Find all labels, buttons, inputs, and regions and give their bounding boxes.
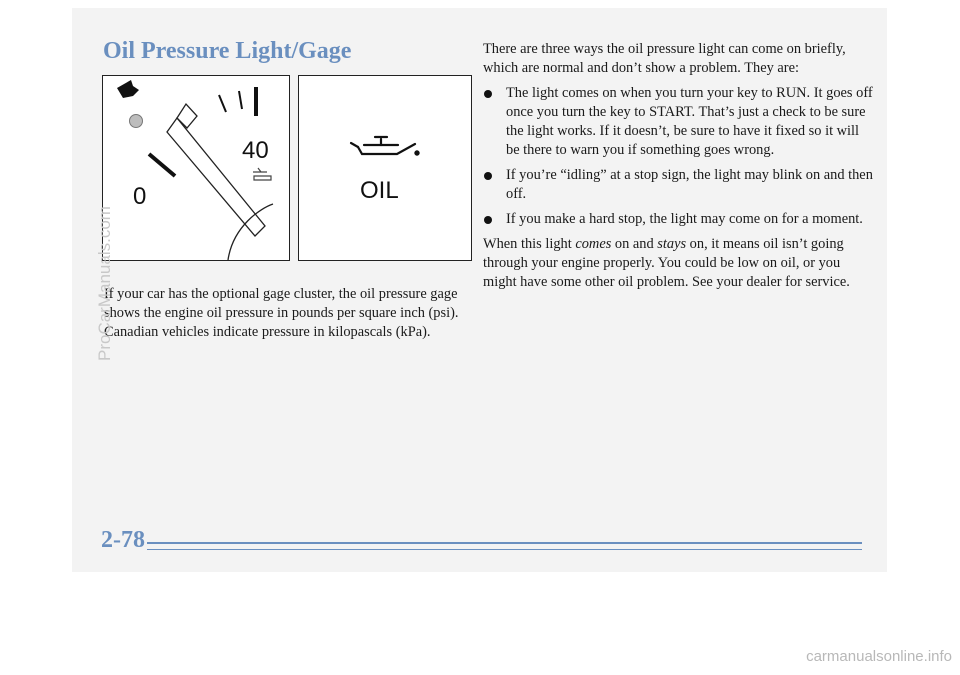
- side-watermark: ProCarManuals.com: [95, 206, 114, 361]
- right-column: [483, 40, 873, 292]
- gauge-tick: [239, 91, 242, 109]
- gauge-tick: [219, 95, 226, 112]
- list-item: If you make a hard stop, the light may come on for a moment.: [483, 210, 873, 229]
- emphasis-comes: comes: [575, 236, 612, 252]
- oil-warning-light-illustration: [298, 75, 472, 261]
- gauge-low-label: 0: [133, 183, 147, 210]
- list-item: The light comes on when you turn your key to RUN. It goes off once you turn the key to START. That’s just a check to be sure the light works. If it doesn’t, be sure to have it fixed so it will be there to warn you if something goes wrong.: [483, 84, 873, 160]
- page-number: 2-78: [101, 527, 145, 553]
- intro-paragraph: There are three ways the oil pressure light can come on briefly, which are normal and don’t show a problem. They are:: [483, 41, 846, 76]
- indicator-lamp-icon: [130, 115, 143, 128]
- small-oil-can-icon: [253, 168, 271, 180]
- oil-can-icon: [351, 137, 419, 155]
- gauge-high-label: 40: [242, 137, 269, 164]
- oil-drop-icon: [117, 80, 139, 98]
- normal-conditions-list: [483, 84, 873, 229]
- footer-rule-thin: [147, 549, 862, 550]
- emphasis-stays: stays: [657, 236, 687, 252]
- closing-paragraph: When this light comes on and stays on, it means oil isn’t going through your engine properly. You could be low on oil, or you might have some other oil problem. See your dealer for service.: [483, 236, 850, 290]
- oil-label: OIL: [360, 177, 399, 204]
- oil-pressure-gauge-illustration: [102, 75, 290, 261]
- bottom-watermark: carmanualsonline.info: [806, 648, 952, 665]
- footer-rule: [147, 542, 862, 544]
- list-item: If you’re “idling” at a stop sign, the light may blink on and then off.: [483, 166, 873, 204]
- gage-caption: If your car has the optional gage cluster, the oil pressure gage shows the engine oil pressure in pounds per square inch (psi). Canadian vehicles indicate pressure in kilopascals (kPa).: [104, 286, 459, 340]
- gauge-tick: [149, 154, 175, 176]
- section-heading: Oil Pressure Light/Gage: [103, 38, 352, 64]
